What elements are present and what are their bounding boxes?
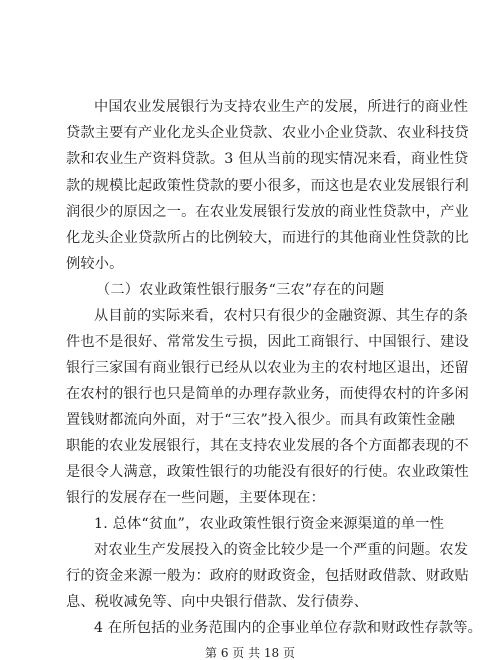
paragraph-line: 件也不是很好、常常发生亏损，因此工商银行、中国银行、建设 — [66, 334, 469, 350]
paragraph-line: 是很令人满意，政策性银行的功能没有很好的行使。农业政策性 — [66, 464, 469, 480]
paragraph-line: 贷款主要有产业化龙头企业贷款、农业小企业贷款、农业科技贷 — [66, 125, 469, 141]
paragraph-line: 例较小。 — [66, 256, 124, 272]
section-heading: （二）农业政策性银行服务“三农”存在的问题 — [96, 282, 385, 298]
paragraph-line: 从目前的实际来看，农村只有很少的金融资源、其生存的条 — [94, 308, 469, 324]
paragraph-line: 银行的发展存在一些问题，主要体现在： — [66, 490, 325, 506]
paragraph-line: 行的资金来源一般为：政府的财政资金，包括财政借款、财政贴 — [66, 568, 469, 584]
paragraph-line: 息、税收减免等、向中央银行借款、发行债券、 — [66, 594, 369, 610]
paragraph-line: 4 在所包括的业务范围内的企事业单位存款和财政性存款等。 — [94, 620, 483, 636]
paragraph-line: 款的规模比起政策性贷款的要小很多，而这也是农业发展银行利 — [66, 178, 469, 194]
paragraph-line: 职能的农业发展银行，其在支持农业发展的各个方面都表现的不 — [66, 438, 469, 454]
paragraph-line: 中国农业发展银行为支持农业生产的发展，所进行的商业性 — [94, 99, 469, 115]
page-number-footer: 第 6 页 共 18 页 — [205, 646, 295, 660]
paragraph-line: 款和农业生产资料贷款。3 但从当前的现实情况来看，商业性贷 — [66, 151, 469, 167]
paragraph-line: 置钱财都流向外面，对于“三农”投入很少。而具有政策性金融 — [66, 412, 455, 428]
paragraph-line: 化龙头企业贷款所占的比例较大，而进行的其他商业性贷款的比 — [66, 230, 469, 246]
paragraph-line: 银行三家国有商业银行已经从以农业为主的农村地区退出，还留 — [66, 360, 469, 376]
paragraph-line: 对农业生产发展投入的资金比较少是一个严重的问题。农发 — [94, 542, 469, 558]
subsection-heading: 1. 总体“贫血”，农业政策性银行资金来源渠道的单一性 — [94, 516, 445, 532]
paragraph-line: 润很少的原因之一。在农业发展银行发放的商业性贷款中，产业 — [66, 204, 469, 220]
paragraph-line: 在农村的银行也只是简单的办理存款业务，而使得农村的许多闲 — [66, 386, 469, 402]
